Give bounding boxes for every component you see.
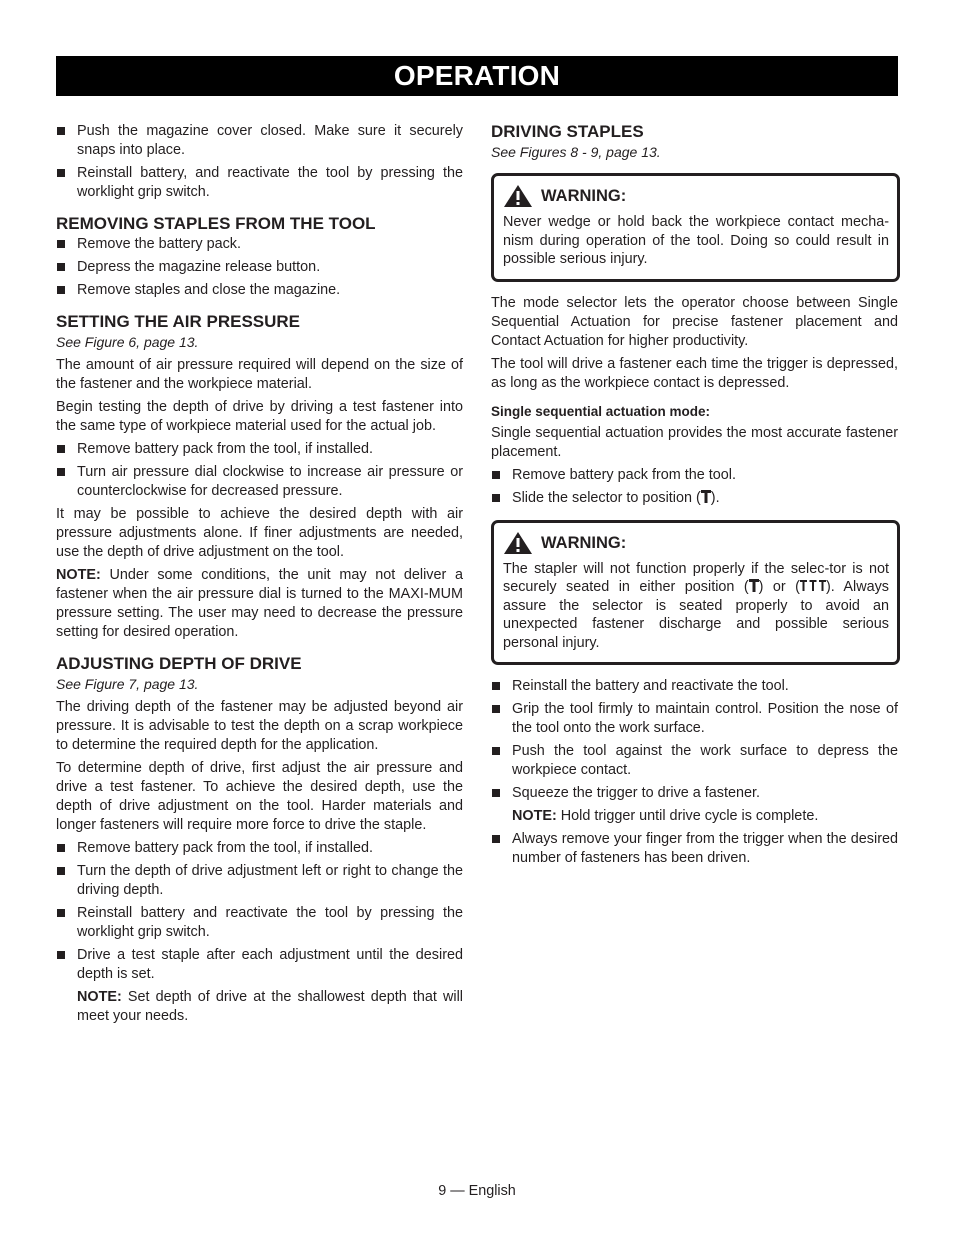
warning-box (491, 520, 900, 666)
paragraph: The tool will drive a fastener each time the trigger is depressed, as long as the workpiece contact is depressed. (491, 355, 898, 391)
air-note (56, 566, 463, 642)
list-item: Squeeze the trigger to drive a fastener. (491, 784, 898, 803)
warning-triangle-icon (503, 531, 533, 555)
warning-text-part: ) or ( (758, 579, 800, 595)
list-item: Remove battery pack from the tool, if installed. (56, 440, 463, 459)
warning-box (491, 173, 900, 282)
air-pressure-heading: SETTING THE AIR PRESSURE (56, 312, 301, 331)
single-sequential-subheading: Single sequential actuation mode: (491, 403, 711, 419)
note-label: NOTE: (512, 808, 557, 824)
paragraph: The driving depth of the fastener may be adjusted beyond air pressure. It is advisable to test the depth on a scrap workpiece to determine the required depth for the application. (56, 699, 463, 753)
trigger-note (491, 807, 898, 826)
page-footer: 9 — English (438, 1183, 516, 1199)
note-text: Under some conditions, the unit may not deliver a fastener when the air pressure dial is turned to the MAXI-MUM pressure setting. The user may need to decrease the pressure setting for desired operation. (56, 567, 463, 640)
note-label: NOTE: (77, 989, 122, 1005)
warning-text: Never wedge or hold back the workpiece contact mecha-nism during operation of the tool. Doing so could result in possible serious injury. (503, 214, 889, 267)
paragraph: The mode selector lets the operator choose between Single Sequential Actuation for precise fastener placement and Contact Actuation for higher productivity. (491, 294, 898, 349)
list-item: Grip the tool firmly to maintain control. Position the nose of the tool onto the work surface. (491, 700, 898, 738)
single-actuation-icon (749, 579, 759, 592)
list-item: Always remove your finger from the trigger when the desired number of fasteners has been driven. (491, 830, 898, 868)
note-text: Set depth of drive at the shallowest depth that will meet your needs. (77, 989, 463, 1024)
intro-list (56, 122, 463, 202)
list-item: Push the tool against the work surface to depress the workpiece contact. (491, 742, 898, 780)
single-actuation-icon (701, 490, 711, 503)
list-item: Reinstall battery, and reactivate the tool by pressing the worklight grip switch. (56, 164, 463, 202)
paragraph: It may be possible to achieve the desired depth with air pressure adjustments alone. If finer adjustments are needed, use the depth of drive adjustment on the tool. (56, 506, 463, 560)
warning-header (503, 531, 889, 555)
warning-text-part: The stapler will not function properly if the selec-tor is not securely seated in either position ( (503, 560, 889, 595)
list-item: Push the magazine cover closed. Make sure it securely snaps into place. (56, 122, 463, 160)
paragraph: Single sequential actuation provides the most accurate fastener placement. (491, 424, 898, 460)
warning-title: WARNING: (541, 533, 627, 552)
depth-of-drive-heading: ADJUSTING DEPTH OF DRIVE (56, 654, 302, 673)
list-item: Turn the depth of drive adjustment left or right to change the driving depth. (56, 862, 463, 900)
figure-reference: See Figures 8 - 9, page 13. (491, 144, 661, 160)
air-list (56, 440, 463, 501)
list-item: Turn air pressure dial clockwise to increase air pressure or counterclockwise for decreased pressure. (56, 463, 463, 501)
list-item-text: Slide the selector to position ( (512, 489, 701, 506)
operation-list (491, 677, 898, 803)
section-banner: OPERATION (56, 56, 898, 96)
list-item-text: ). (710, 489, 720, 506)
right-column (491, 122, 898, 872)
list-item: Reinstall the battery and reactivate the tool. (491, 677, 898, 696)
warning-text (503, 560, 889, 653)
depth-list (56, 839, 463, 984)
figure-reference: See Figure 7, page 13. (56, 676, 199, 692)
warning-title: WARNING: (541, 187, 627, 205)
figure-reference: See Figure 6, page 13. (56, 334, 199, 350)
paragraph: To determine depth of drive, first adjust the air pressure and drive a test fastener. To achieve the desired depth, use the depth of drive adjustment on the tool. Harder materials and longer fasteners will require more force to drive the staple. (56, 760, 463, 833)
list-item: Remove the battery pack. (56, 235, 463, 254)
final-list (491, 830, 898, 868)
list-item: Drive a test staple after each adjustment until the desired depth is set. (56, 946, 463, 984)
list-item: Remove battery pack from the tool. (491, 466, 898, 485)
list-item: Remove battery pack from the tool, if installed. (56, 839, 463, 858)
note-text: Hold trigger until drive cycle is complete. (556, 808, 819, 824)
warning-header (503, 184, 889, 208)
removing-list (56, 235, 463, 300)
mode-list (491, 466, 898, 508)
warning-text-part: ). Always assure the selector is seated properly to avoid an unexpected fastener discharge and possible serious personal injury. (503, 579, 889, 651)
list-item (491, 489, 898, 508)
warning-triangle-icon (503, 184, 533, 208)
left-column (56, 122, 463, 1030)
list-item: Reinstall battery and reactivate the tool by pressing the worklight grip switch. (56, 904, 463, 942)
note-label: NOTE: (56, 567, 101, 583)
removing-staples-heading: REMOVING STAPLES FROM THE TOOL (56, 214, 376, 233)
depth-note (56, 988, 463, 1026)
paragraph: The amount of air pressure required will depend on the size of the fastener and the workpiece material. (56, 357, 463, 392)
list-item: Remove staples and close the magazine. (56, 281, 463, 300)
contact-actuation-icon (800, 580, 826, 591)
paragraph: Begin testing the depth of drive by driving a test fastener into the same type of workpiece material used for the actual job. (56, 399, 463, 434)
list-item: Depress the magazine release button. (56, 258, 463, 277)
driving-staples-heading: DRIVING STAPLES (491, 122, 644, 141)
